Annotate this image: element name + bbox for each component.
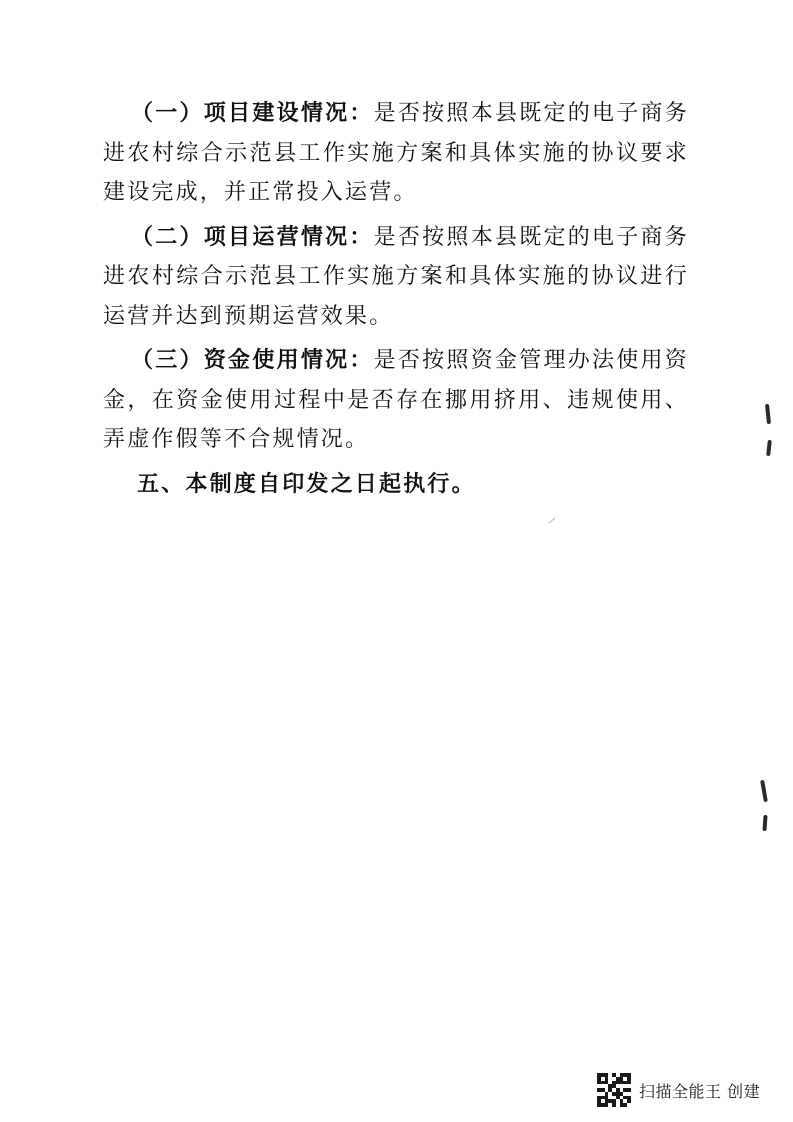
binding-hole-mark [766, 440, 772, 456]
paragraph-heading: （一）项目建设情况： [131, 100, 374, 126]
binding-hole-mark [765, 404, 771, 424]
document-body [103, 94, 689, 509]
paragraph-text: 是否按照本县既定的电子商务进农村综合示范县工作实施方案和具体实施的协议进行运营并达到预期运营效果。 [103, 224, 689, 329]
paragraph-heading: （三）资金使用情况： [131, 347, 374, 373]
watermark-text: 扫描全能王 创建 [639, 1081, 761, 1101]
binding-hole-mark [760, 780, 768, 802]
qr-code-icon [597, 1073, 631, 1107]
scan-artifact [549, 518, 556, 524]
scanner-watermark [597, 1070, 760, 1110]
paragraph-project-construction [103, 94, 689, 213]
paragraph-text: 是否按照资金管理办法使用资金，在资金使用过程中是否存在挪用挤用、违规使用、弄虚作假等不合规情况。 [103, 348, 689, 452]
paragraph-text: 是否按照本县既定的电子商务进农村综合示范县工作实施方案和具体实施的协议要求建设完成，并正常投入运营。 [103, 101, 689, 205]
paragraph-fund-usage [103, 341, 689, 460]
paragraph-project-operation [103, 218, 689, 337]
paragraph-heading: （二）项目运营情况： [131, 223, 374, 250]
closing-clause: 五、本制度自印发之日起执行。 [137, 470, 476, 497]
binding-hole-mark [762, 815, 767, 831]
